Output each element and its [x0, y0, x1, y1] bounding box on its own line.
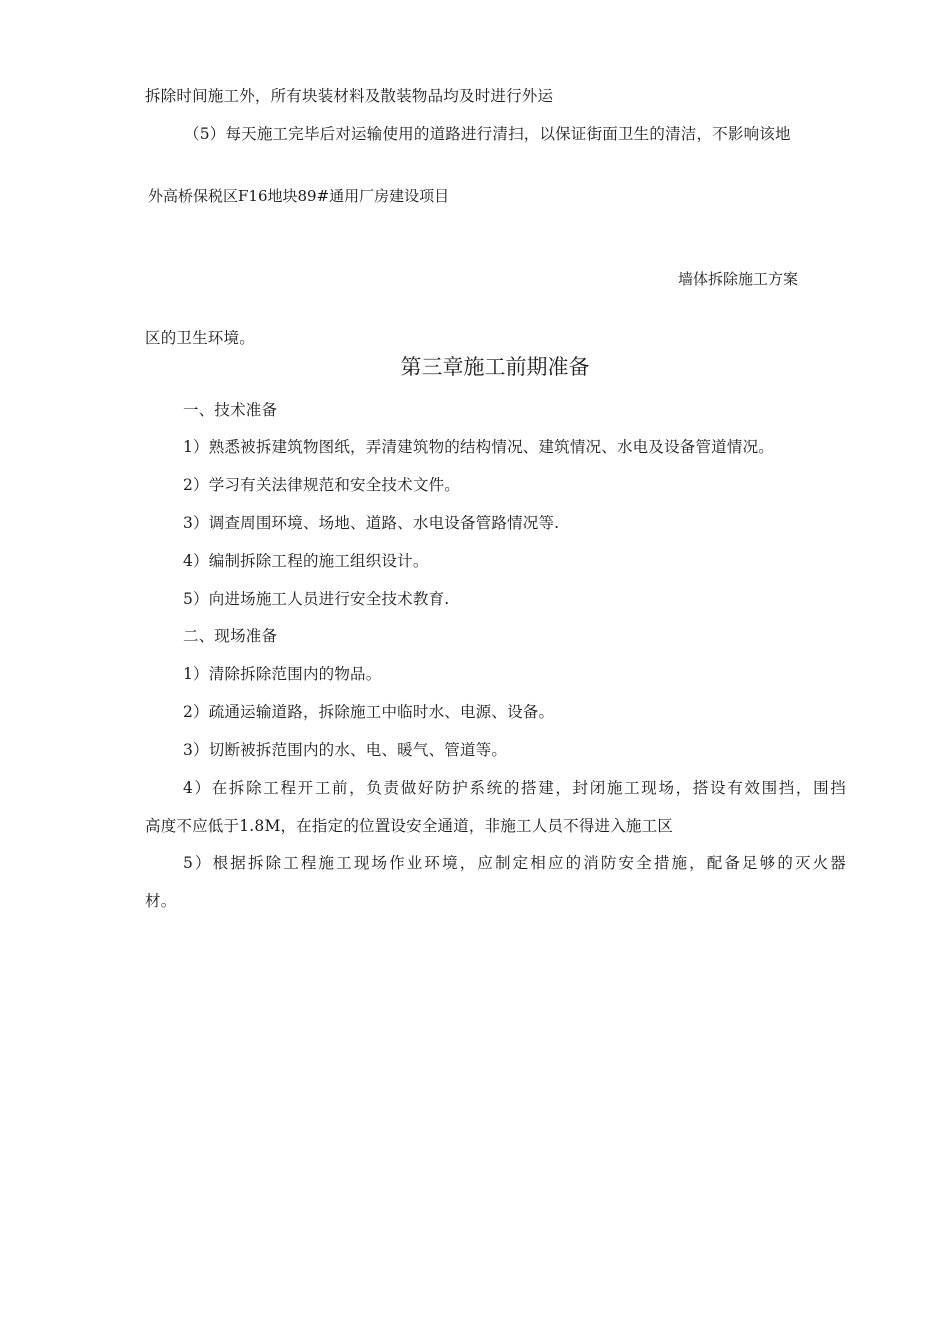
paragraph-item-5-line-2: 区的卫生环境。 [145, 329, 255, 347]
paragraph-item-5-line-1: （5）每天施工完毕后对运输使用的道路进行清扫，以保证街面卫生的清洁，不影响该地 [184, 125, 791, 143]
list-item: 1）清除拆除范围内的物品。 [183, 665, 382, 683]
list-item: 5）向进场施工人员进行安全技术教育. [183, 590, 450, 608]
list-item-5-line-1: 5）根据拆除工程施工现场作业环境，应制定相应的消防安全措施，配备足够的灭火器 [183, 854, 846, 872]
section-heading-site: 二、现场准备 [183, 627, 278, 645]
page-header-project: 外高桥保税区F16地块89#通用厂房建设项目 [148, 187, 450, 205]
list-item-4-line-1: 4）在拆除工程开工前，负责做好防护系统的搭建，封闭施工现场，搭设有效围挡，围挡 [183, 779, 846, 797]
chapter-title: 第三章施工前期准备 [400, 355, 590, 379]
section-heading-technical: 一、技术准备 [183, 401, 278, 419]
list-item: 1）熟悉被拆建筑物图纸，弄清建筑物的结构情况、建筑情况、水电及设备管道情况。 [183, 438, 774, 456]
list-item: 2）学习有关法律规范和安全技术文件。 [183, 476, 460, 494]
paragraph-line-carryover: 拆除时间施工外，所有块装材料及散装物品均及时进行外运 [145, 87, 554, 105]
list-item-4-line-2: 高度不应低于1.8M，在指定的位置设安全通道，非施工人员不得进入施工区 [145, 817, 674, 835]
list-item-5-line-2: 材。 [145, 892, 177, 910]
page-header-document-title: 墙体拆除施工方案 [678, 270, 799, 288]
list-item: 3）调查周围环境、场地、道路、水电设备管路情况等. [183, 514, 560, 532]
list-item: 4）编制拆除工程的施工组织设计。 [183, 552, 429, 570]
list-item: 3）切断被拆范围内的水、电、暖气、管道等。 [183, 741, 508, 759]
list-item: 2）疏通运输道路，拆除施工中临时水、电源、设备。 [183, 703, 555, 721]
